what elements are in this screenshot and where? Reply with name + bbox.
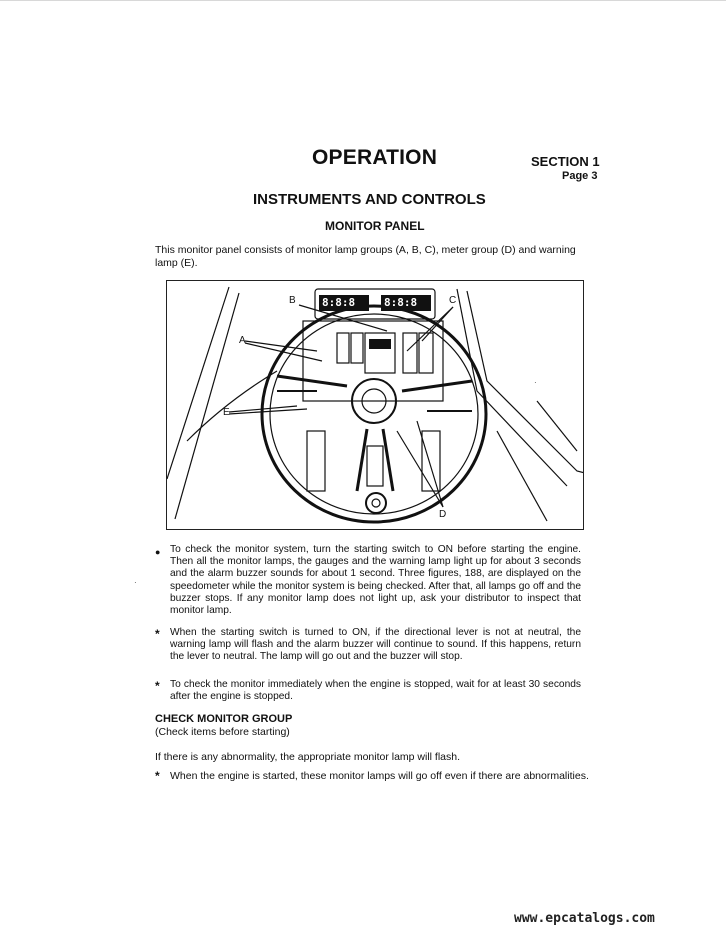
note-asterisk: * (155, 679, 160, 693)
note-engine-stopped: To check the monitor immediately when the engine is stopped, wait for at least 30 seconds after the engine is stopped. (170, 679, 581, 703)
note-asterisk: * (155, 627, 160, 641)
steering-wheel-drawing (167, 281, 584, 530)
subsection-title: MONITOR PANEL (325, 219, 425, 233)
figure-label-a: A (239, 335, 246, 346)
meter-display-right: 8:8:8 (384, 296, 418, 309)
watermark: www.epcatalogs.com (514, 911, 655, 926)
section-label: SECTION 1 (531, 154, 600, 169)
page-top-rule (0, 0, 726, 1)
figure-label-e: E (223, 407, 230, 418)
check-monitor-group-subheading: (Check items before starting) (155, 726, 290, 738)
section-subtitle: INSTRUMENTS AND CONTROLS (253, 191, 486, 208)
check-monitor-group-heading: CHECK MONITOR GROUP (155, 713, 293, 725)
note-monitor-check: To check the monitor system, turn the starting switch to ON before starting the engine. Then all the monitor lamps, the gauges and the warning lamp light up for about 3 seconds and the alarm buzzer sounds for about 1 second. Three figures, 188, are displayed on the speedometer while the monitor system is being checked. After that, all lamps go off and the buzzer stops. If any monitor lamp does not light up, ask your distributor to inspect that monitor lamp. (170, 544, 581, 617)
meter-display-left: 8:8:8 (322, 296, 356, 309)
page-title: OPERATION (312, 146, 438, 169)
figure-label-d: D (439, 509, 447, 520)
abnormality-text: If there is any abnormality, the appropriate monitor lamp will flash. (155, 751, 461, 763)
note-directional-lever: When the starting switch is turned to ON, if the directional lever is not at neutral, the warning lamp will flash and the alarm buzzer will continue to sound. If this happens, return the lever to neutral. The lamp will go out and the buzzer will stop. (170, 627, 581, 663)
figure-label-b: B (289, 295, 296, 306)
scan-speck: · (134, 578, 137, 587)
note-asterisk: * (155, 769, 160, 783)
figure-label-c: C (449, 295, 457, 306)
monitor-panel-figure (166, 280, 584, 530)
engine-started-note: When the engine is started, these monitor lamps will go off even if there are abnormalities. (170, 770, 589, 782)
scan-speck: · (534, 378, 537, 387)
note-bullet: ● (155, 547, 161, 557)
page-number: Page 3 (562, 170, 598, 182)
intro-paragraph: This monitor panel consists of monitor lamp groups (A, B, C), meter group (D) and warning lamp (E). (155, 244, 576, 269)
